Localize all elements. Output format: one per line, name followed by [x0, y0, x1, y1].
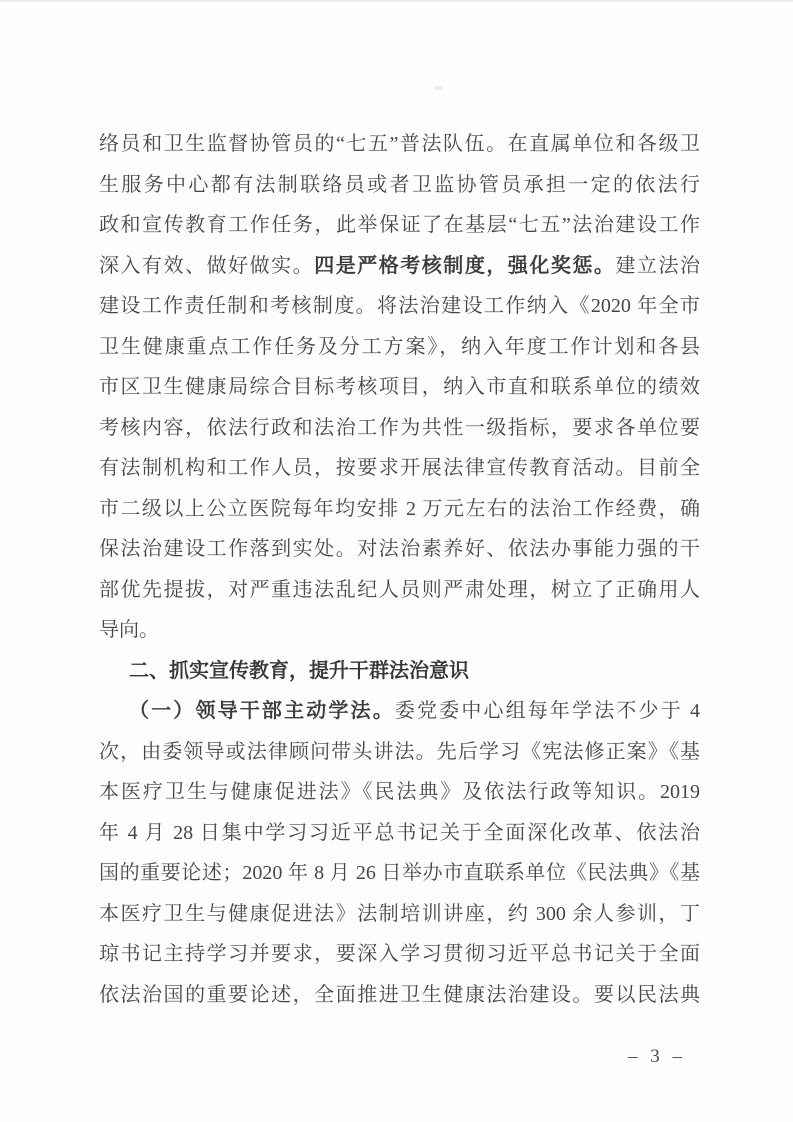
line-text: 部优先提拔，对严重违法乱纪人员则严肃处理，树立了正确用人 [99, 578, 700, 601]
bold-phrase: 四是严格考核制度，强化奖惩。 [314, 254, 616, 277]
text-line [99, 408, 700, 449]
text-line [99, 448, 700, 489]
heading-text: 二、抓实宣传教育，提升干群法治意识 [129, 659, 469, 682]
text-line [99, 570, 700, 611]
text-line [99, 853, 700, 894]
page-number: – 3 – [628, 1046, 686, 1067]
line-text: 市区卫生健康局综合目标考核项目，纳入市直和联系单位的绩效 [99, 376, 700, 398]
line-text: 深入有效、做好做实。 [99, 254, 315, 277]
text-line [99, 165, 700, 206]
text-line [99, 813, 700, 854]
text-line [99, 772, 700, 813]
text-line [99, 894, 700, 935]
text-line [99, 529, 700, 570]
text-line [99, 732, 700, 773]
scan-top-edge [0, 0, 793, 2]
text-block [99, 124, 700, 1015]
line-text: 保法治建设工作落到实处。对法治素养好、依法办事能力强的干 [99, 538, 700, 560]
line-text: 本医疗卫生与健康促进法》法制培训讲座，约 300 余人参训，丁 [99, 902, 700, 925]
line-text: 政和宣传教育工作任务，此举保证了在基层“七五”法治建设工作 [99, 214, 700, 236]
text-line [99, 489, 700, 530]
section-heading [99, 651, 700, 692]
line-text: 委党委中心组每年学法不少于 4 [394, 700, 700, 722]
text-line [99, 934, 700, 975]
line-text: 络员和卫生监督协管员的“七五”普法队伍。在直属单位和各级卫 [99, 133, 700, 155]
bold-phrase: （一）领导干部主动学法。 [129, 700, 395, 722]
line-text: 生服务中心都有法制联络员或者卫监协管员承担一定的依法行 [99, 173, 700, 196]
line-text: 卫生健康重点工作任务及分工方案》，纳入年度工作计划和各县 [99, 335, 700, 358]
paragraph-end-line [99, 610, 700, 651]
line-text: 建设工作责任制和考核制度。将法治建设工作纳入《2020 年全市 [99, 295, 700, 317]
line-text: 国的重要论述；2020 年 8 月 26 日举办市直联系单位《民法典》《基 [99, 862, 700, 884]
line-text: 建立法治 [615, 254, 700, 277]
line-text: 市二级以上公立医院每年均安排 2 万元左右的法治工作经费，确 [99, 497, 700, 520]
line-text: 年 4 月 28 日集中学习习近平总书记关于全面深化改革、依法治 [99, 821, 700, 844]
line-text: 本医疗卫生与健康促进法》《民法典》及依法行政等知识。2019 [99, 781, 700, 803]
text-line [99, 205, 700, 246]
line-text: 导向。 [99, 619, 159, 641]
paragraph-lead-line [99, 691, 700, 732]
scan-artifact [433, 86, 443, 90]
text-line [99, 124, 700, 165]
text-line [99, 327, 700, 368]
text-line [99, 246, 700, 287]
line-text: 琼书记主持学习并要求，要深入学习贯彻习近平总书记关于全面 [99, 943, 700, 965]
text-line [99, 286, 700, 327]
line-text: 次，由委领导或法律顾问带头讲法。先后学习《宪法修正案》《基 [99, 740, 700, 763]
line-text: 依法治国的重要论述，全面推进卫生健康法治建设。要以民法典 [99, 983, 700, 1006]
text-line [99, 975, 700, 1016]
text-line [99, 367, 700, 408]
line-text: 有法制机构和工作人员，按要求开展法律宣传教育活动。目前全 [99, 457, 700, 479]
line-text: 考核内容，依法行政和法治工作为共性一级指标，要求各单位要 [99, 416, 700, 439]
